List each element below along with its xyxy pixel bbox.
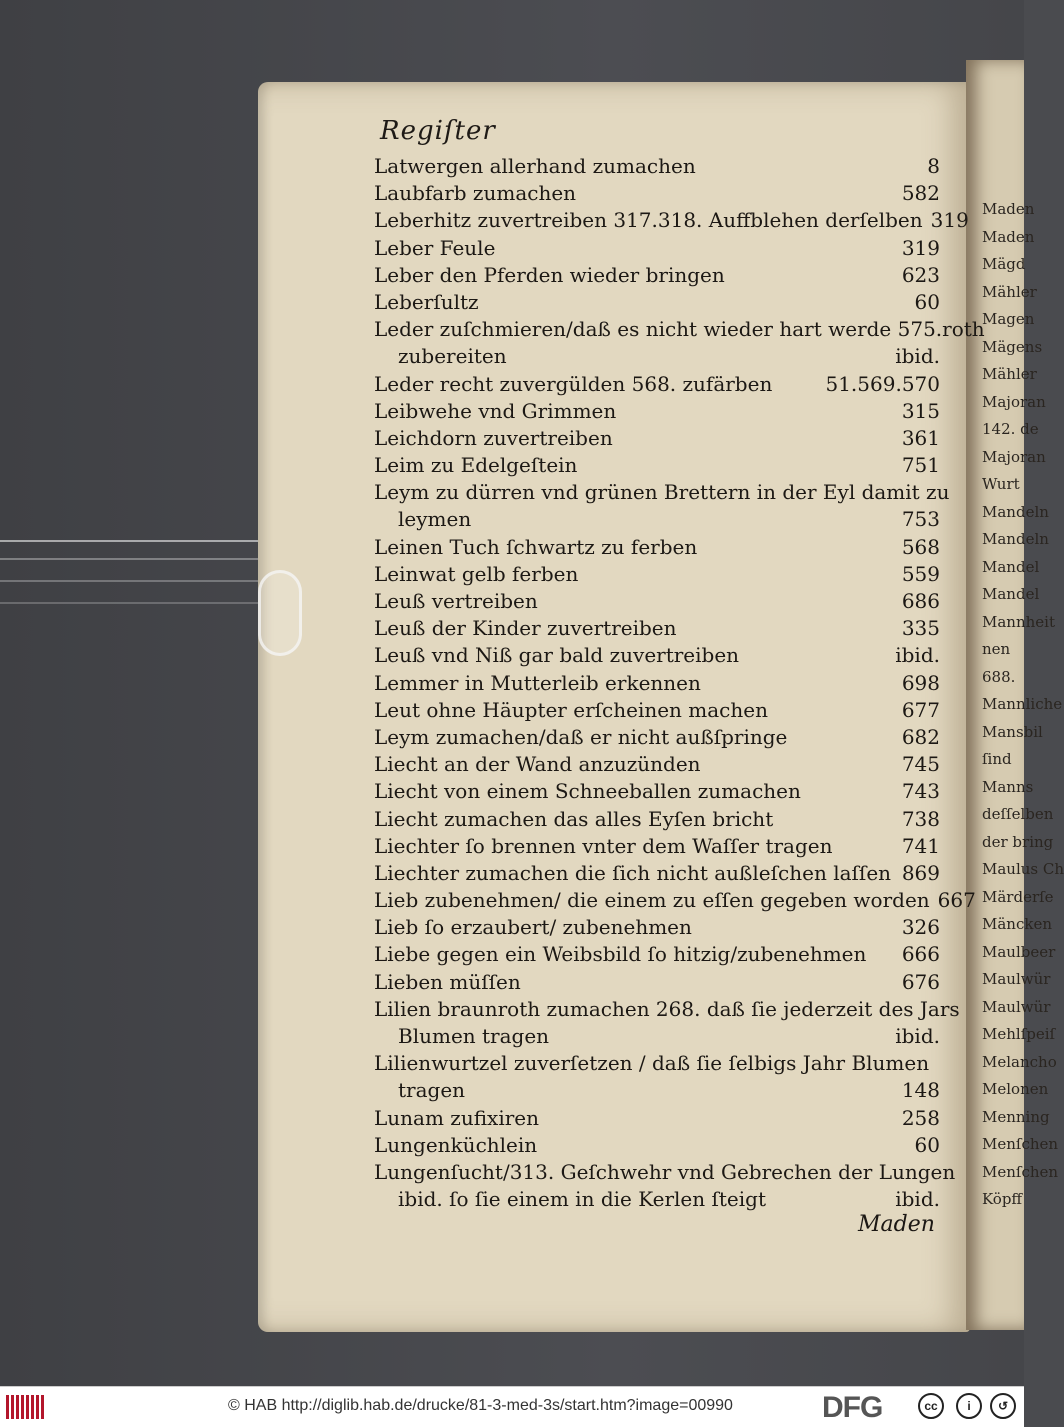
catchword: Maden (858, 1212, 935, 1237)
register-entry (374, 208, 969, 235)
entry-page-ref: 667 (937, 888, 976, 913)
entry-page-ref: 741 (901, 833, 940, 858)
next-page-word: 142. de (982, 420, 1039, 438)
entry-page-ref: ibid. (895, 344, 940, 369)
entry-page-ref: 686 (901, 589, 940, 613)
entry-page-ref: 677 (901, 697, 940, 722)
entry-text: Leuß der Kinder zuvertreiben (374, 616, 677, 641)
entry-page-ref: 676 (901, 969, 940, 994)
sa-license-icon[interactable]: ↺ (990, 1393, 1016, 1419)
next-page-word: Melancho (982, 1052, 1057, 1071)
next-page-word: Maden (982, 227, 1035, 246)
entry-text: Lilien braunroth zumachen 268. daß ſie jederzeit des Jars (374, 996, 960, 1021)
register-entry (374, 1187, 940, 1214)
entry-text: Leym zu dürren vnd grünen Brettern in der Eyl damit zu (374, 480, 950, 505)
register-entry (374, 1106, 940, 1133)
register-entry (374, 535, 940, 562)
entry-page-ref: 751 (901, 453, 940, 478)
copyright-link[interactable]: © HAB http://diglib.hab.de/drucke/81-3-med-3s/start.htm?image=00990 (228, 1397, 733, 1414)
entry-text: Liecht von einem Schneeballen zumachen (374, 779, 801, 804)
next-page-word: der bring (982, 832, 1054, 851)
entry-page-ref: 361 (901, 425, 940, 450)
entry-page-ref: 319 (930, 208, 969, 233)
entry-text: Leber den Pferden wieder bringen (374, 262, 725, 287)
entry-page-ref: 8 (927, 154, 940, 178)
next-page-word: nen (982, 640, 1011, 658)
next-page-word: Mähler (982, 365, 1037, 383)
register-entry (374, 181, 940, 208)
entry-page-ref: 315 (901, 398, 940, 423)
register-entry (374, 372, 940, 399)
cc-license-icon[interactable]: cc (918, 1393, 944, 1419)
next-page-word: Maulus Ch (982, 860, 1064, 878)
entry-text: Leym zumachen/daß er nicht außſpringe (374, 724, 788, 749)
next-page-word: Mannheit (982, 612, 1055, 631)
register-entry (374, 480, 950, 507)
next-page-word: Mandel (982, 585, 1040, 603)
entry-page-ref: 559 (901, 561, 940, 586)
entry-page-ref: 682 (901, 724, 940, 749)
register-entry (374, 426, 940, 453)
entry-text: Liecht an der Wand anzuzünden (374, 752, 701, 777)
entry-text: Leuß vertreiben (374, 589, 538, 613)
next-page-word: Mansbil (982, 722, 1043, 741)
next-page-word: Märderſe (982, 887, 1054, 906)
entry-page-ref: 568 (901, 534, 940, 559)
register-entry (374, 263, 940, 290)
entry-page-ref: 623 (901, 262, 940, 287)
next-page-word: Mähler (982, 282, 1037, 301)
register-entry (374, 1078, 940, 1105)
next-page-word: deſſelben (982, 805, 1054, 823)
entry-text: Leberſultz (374, 289, 479, 314)
by-license-icon[interactable]: i (956, 1393, 982, 1419)
register-entry (374, 942, 940, 969)
entry-text: Lilienwurtzel zuverſetzen / daß ſie ſelbigs Jahr Blumen (374, 1051, 930, 1076)
entry-page-ref: 51.569.570 (825, 371, 940, 396)
register-entries (374, 154, 985, 1214)
register-entry (374, 779, 940, 806)
entry-text: Lieb ſo erzaubert/ zubenehmen (374, 915, 692, 940)
entry-text: Leber Feule (374, 235, 496, 260)
hab-logo-icon[interactable] (6, 1395, 44, 1419)
next-page-word: Melonen (982, 1080, 1049, 1098)
entry-page-ref: 869 (901, 860, 940, 885)
next-page-word: Mandeln (982, 502, 1049, 521)
entry-text: Leichdorn zuvertreiben (374, 425, 613, 450)
register-entry (374, 317, 985, 344)
entry-page-ref: ibid. (895, 1187, 940, 1212)
plastic-strip (0, 540, 300, 620)
entry-page-ref: 60 (914, 289, 940, 314)
next-page-word: Maulbeer (982, 942, 1056, 961)
entry-text: Laubfarb zumachen (374, 181, 577, 206)
entry-text: Leibwehe vnd Grimmen (374, 398, 617, 423)
register-entry (374, 1024, 940, 1051)
entry-text: Latwergen allerhand zumachen (374, 154, 696, 178)
register-entry (374, 807, 940, 834)
register-entry (374, 344, 940, 371)
next-page-word: Menſchen (982, 1135, 1059, 1153)
entry-text: Liechter zumachen die ſich nicht außleſchen laſſen (374, 860, 892, 885)
register-entry (374, 453, 940, 480)
entry-text: Lemmer in Mutterleib erkennen (374, 670, 701, 695)
entry-page-ref: 745 (901, 752, 940, 777)
entry-text: Leinen Tuch ſchwartz zu ferben (374, 534, 698, 559)
entry-text: Leberhitz zuvertreiben 317.318. Auffblehen derſelben (374, 208, 923, 233)
register-entry (374, 236, 940, 263)
register-entry (374, 970, 940, 997)
register-entry (374, 671, 940, 698)
next-page-word: 688. (982, 667, 1016, 686)
next-page-word: Köpff (982, 1190, 1023, 1208)
next-page-word: Wurt (982, 475, 1020, 493)
register-entry (374, 996, 960, 1024)
next-page-word: Maulwür (982, 970, 1051, 988)
next-page-word: Manns (982, 777, 1034, 796)
next-page-word: Mehlſpeiſ (982, 1025, 1056, 1043)
entry-page-ref: 60 (914, 1132, 940, 1157)
entry-text: ibid. ſo ſie einem in die Kerlen ſteigt (398, 1187, 766, 1212)
entry-text: Blumen tragen (398, 1024, 550, 1048)
register-entry (374, 399, 940, 426)
register-entry (374, 616, 940, 643)
register-entry (374, 589, 940, 616)
entry-page-ref: 738 (901, 806, 940, 831)
register-entry (374, 888, 976, 915)
register-entry (374, 643, 940, 670)
entry-text: Leim zu Edelgeſtein (374, 453, 578, 478)
register-entry (374, 290, 940, 317)
entry-text: Leder recht zuvergülden 568. zufärben (374, 371, 773, 396)
entry-text: Leut ohne Häupter erſcheinen machen (374, 697, 768, 722)
entry-text: Lungenſucht/313. Geſchwehr vnd Gebrechen der Lungen (374, 1159, 956, 1184)
entry-page-ref: 698 (901, 670, 940, 695)
entry-text: Lieben müſſen (374, 969, 521, 994)
next-page-word: Mannliche (982, 695, 1063, 713)
register-entry (374, 834, 940, 861)
entry-page-ref: 743 (901, 779, 940, 804)
next-page-word: Maulwür (982, 997, 1051, 1016)
entry-text: Liebe gegen ein Weibsbild ſo hitzig/zubenehmen (374, 942, 867, 967)
next-page-word: Majoran (982, 392, 1046, 411)
entry-page-ref: 335 (901, 616, 940, 641)
entry-text: Lunam zufixiren (374, 1105, 539, 1130)
page-clip (258, 570, 302, 656)
entry-text: Liecht zumachen das alles Eyſen bricht (374, 806, 774, 831)
entry-page-ref: 319 (901, 235, 940, 260)
next-page-edge (966, 60, 1064, 1330)
entry-text: tragen (398, 1078, 466, 1103)
entry-page-ref: ibid. (895, 643, 940, 668)
register-entry (374, 861, 940, 888)
register-entry (374, 562, 940, 589)
entry-page-ref: ibid. (895, 1024, 940, 1048)
register-entry (374, 725, 940, 752)
next-page-word: Menſchen (982, 1162, 1059, 1181)
entry-text: Lungenküchlein (374, 1132, 538, 1157)
viewer-footer (0, 1386, 1024, 1427)
next-page-word: Mandeln (982, 530, 1049, 548)
next-page-word: Magen (982, 310, 1035, 328)
entry-text: Liechter ſo brennen vnter dem Waſſer tragen (374, 833, 833, 858)
page-title: Regiſter (380, 116, 496, 146)
register-entry (374, 1159, 956, 1187)
entry-text: Leuß vnd Niß gar bald zuvertreiben (374, 643, 740, 668)
entry-page-ref: 326 (901, 915, 940, 940)
entry-page-ref: 666 (901, 942, 940, 967)
register-entry (374, 698, 940, 725)
next-page-word: Majoran (982, 447, 1046, 466)
entry-text: Leder zuſchmieren/daß es nicht wieder hart werde 575.roth (374, 317, 985, 342)
next-page-word: ſind (982, 750, 1012, 768)
next-page-word: Mäncken (982, 915, 1052, 933)
register-entry (374, 1133, 940, 1160)
entry-page-ref: 753 (901, 507, 940, 532)
entry-page-ref: 148 (901, 1078, 940, 1103)
dfg-logo[interactable]: DFG (822, 1391, 883, 1424)
next-page-word: Menning (982, 1107, 1050, 1126)
register-entry (374, 915, 940, 942)
entry-text: zubereiten (398, 344, 507, 369)
entry-page-ref: 258 (901, 1105, 940, 1130)
register-entry (374, 752, 940, 779)
entry-text: Lieb zubenehmen/ die einem zu eſſen gegeben worden (374, 888, 930, 913)
register-entry (374, 507, 940, 534)
next-page-word: Mandel (982, 557, 1040, 576)
entry-text: leymen (398, 507, 472, 532)
next-page-word: Mägens (982, 337, 1043, 356)
register-entry (374, 1051, 940, 1078)
next-page-word: Mägd (982, 255, 1026, 273)
next-page-word: Maden (982, 200, 1035, 218)
register-entry (374, 154, 940, 181)
entry-text: Leinwat gelb ferben (374, 561, 579, 586)
entry-page-ref: 582 (901, 181, 940, 206)
